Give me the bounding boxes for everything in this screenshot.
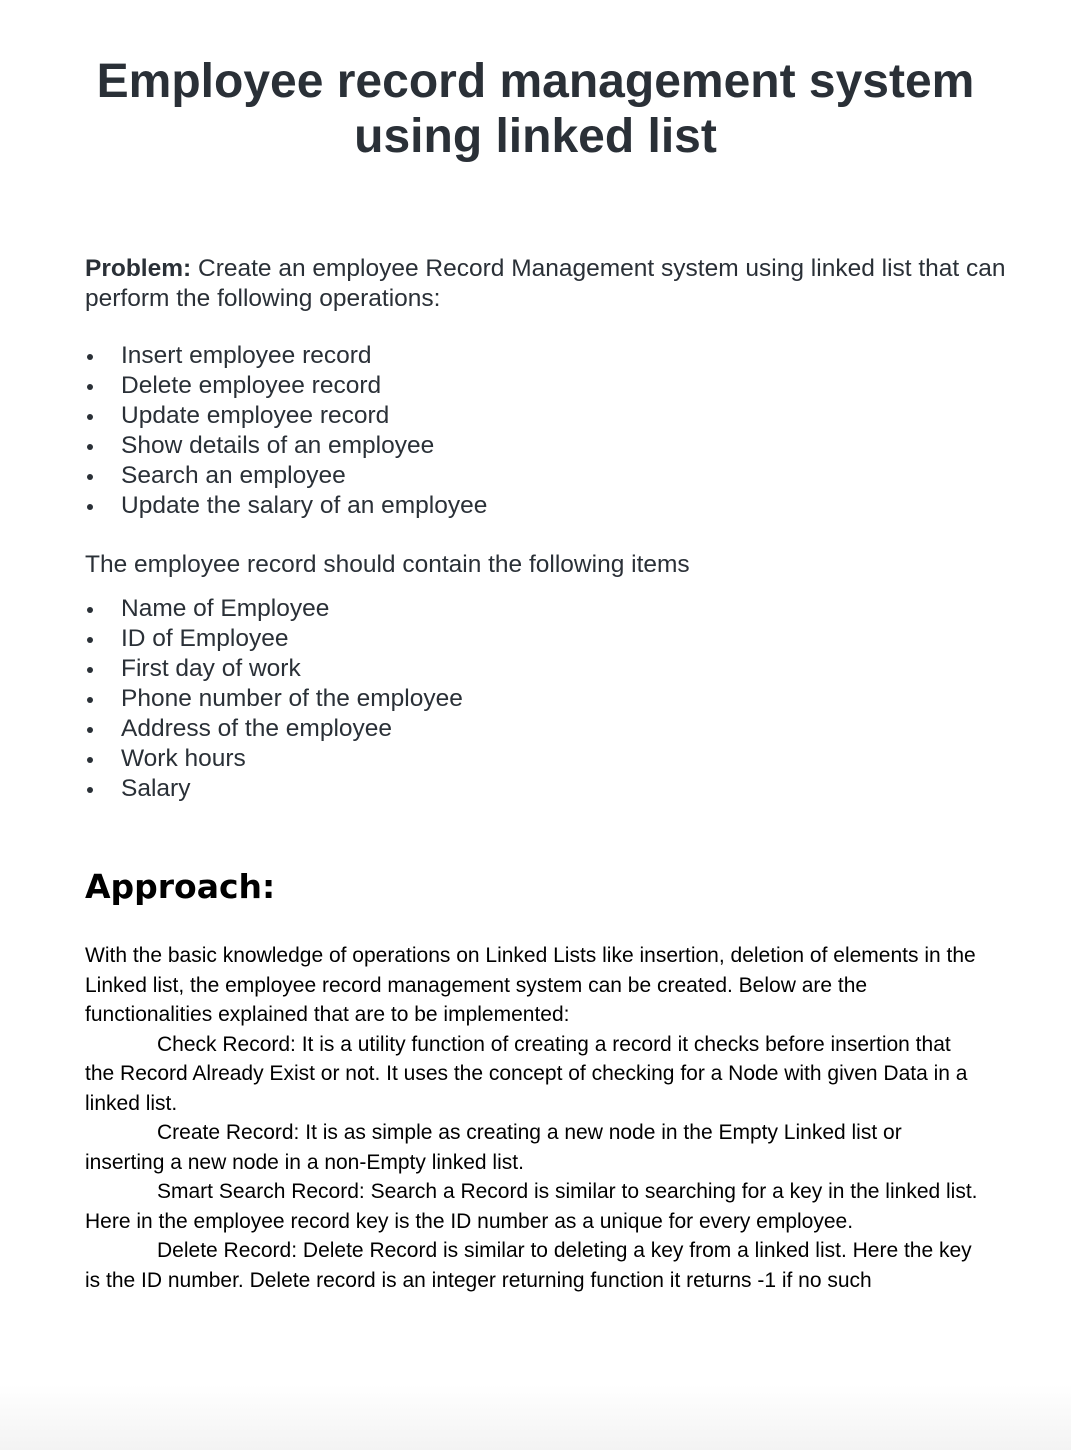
bullet-icon <box>87 637 93 643</box>
bullet-icon <box>87 787 93 793</box>
bullet-icon <box>87 697 93 703</box>
document-title: Employee record management system using linked list <box>96 55 975 163</box>
delete-record-paragraph: Delete Record: Delete Record is similar to deleting a key from a linked list. Here the key is the ID number. Delete record is an integer returning function it returns -1 if no such <box>85 1239 972 1292</box>
list-item: Salary <box>85 774 985 804</box>
approach-heading: Approach: <box>85 867 276 906</box>
search-record-paragraph: Smart Search Record: Search a Record is similar to searching for a key in the linked list. Here in the employee record key is the ID number as a unique for every employee. <box>85 1180 978 1233</box>
list-item: Work hours <box>85 744 985 774</box>
list-item: Update the salary of an employee <box>85 491 985 521</box>
operations-list <box>85 341 985 521</box>
bullet-icon <box>87 474 93 480</box>
list-item: Phone number of the employee <box>85 684 985 714</box>
list-item: Show details of an employee <box>85 431 985 461</box>
record-items-list <box>85 594 985 804</box>
bullet-icon <box>87 667 93 673</box>
bullet-icon <box>87 354 93 360</box>
create-record-paragraph: Create Record: It is as simple as creating a new node in the Empty Linked list or inserting a new node in a non-Empty linked list. <box>85 1121 902 1174</box>
problem-statement <box>85 254 1015 314</box>
problem-text: Create an employee Record Management system using linked list that can perform the following operations: <box>85 255 1006 312</box>
list-item: First day of work <box>85 654 985 684</box>
record-intro: The employee record should contain the following items <box>85 551 690 578</box>
bullet-icon <box>87 607 93 613</box>
list-item: ID of Employee <box>85 624 985 654</box>
bullet-icon <box>87 504 93 510</box>
list-item: Name of Employee <box>85 594 985 624</box>
list-item: Update employee record <box>85 401 985 431</box>
approach-body <box>85 941 985 1295</box>
list-item: Address of the employee <box>85 714 985 744</box>
approach-intro: With the basic knowledge of operations on Linked Lists like insertion, deletion of elements in the Linked list, the employee record management system can be created. Below are the functionalities explained that are to be implemented: <box>85 944 976 1026</box>
bullet-icon <box>87 444 93 450</box>
bullet-icon <box>87 727 93 733</box>
list-item: Search an employee <box>85 461 985 491</box>
bullet-icon <box>87 757 93 763</box>
list-item: Insert employee record <box>85 341 985 371</box>
check-record-paragraph: Check Record: It is a utility function of creating a record it checks before insertion that the Record Already Exist or not. It uses the concept of checking for a Node with given Data in a linked list. <box>85 1032 968 1115</box>
problem-label: Problem: <box>85 255 192 282</box>
bullet-icon <box>87 384 93 390</box>
list-item: Delete employee record <box>85 371 985 401</box>
bullet-icon <box>87 414 93 420</box>
